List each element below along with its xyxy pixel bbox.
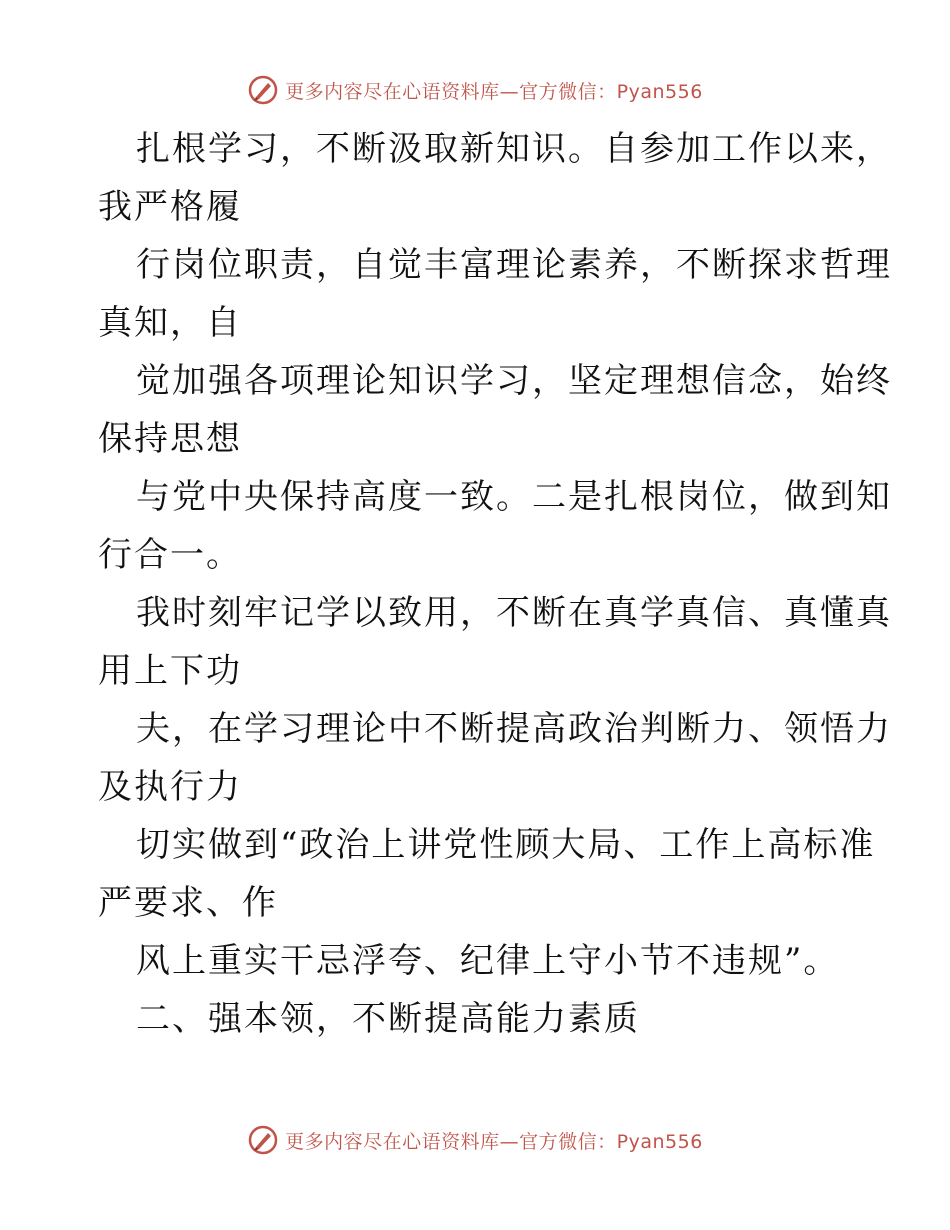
watermark-text: 更多内容尽在心语资料库—官方微信：Pyan556 [285,1130,703,1153]
footer-watermark [0,1120,950,1160]
text-line: 二、强本领，不断提高能力素质 [136,999,640,1039]
text-line: 与党中央保持高度一致。二是扎根岗位，做到知 [136,477,892,517]
text-line: 真知，自 [98,303,242,343]
pen-logo-icon [247,74,279,106]
text-line: 严要求、作 [98,883,278,923]
text-line: 行岗位职责，自觉丰富理论素养，不断探求哲理 [136,245,892,285]
text-line: 风上重实干忌浮夸、纪律上守小节不违规”。 [136,941,840,981]
text-line: 扎根学习，不断汲取新知识。自参加工作以来， [136,129,892,169]
text-line: 我时刻牢记学以致用，不断在真学真信、真懂真 [136,593,892,633]
text-line: 行合一。 [98,535,242,575]
text-line: 觉加强各项理论知识学习，坚定理想信念，始终 [136,361,892,401]
header-watermark [0,70,950,110]
document-body [98,120,892,1048]
pen-logo-icon [247,1124,279,1156]
watermark-text: 更多内容尽在心语资料库—官方微信：Pyan556 [285,80,703,103]
text-line: 夫，在学习理论中不断提高政治判断力、领悟力 [136,709,892,749]
text-line: 用上下功 [98,651,242,691]
text-line: 保持思想 [98,419,242,459]
text-line: 及执行力 [98,767,242,807]
text-line: 切实做到“政治上讲党性顾大局、工作上高标准 [136,825,876,865]
text-line: 我严格履 [98,187,242,227]
